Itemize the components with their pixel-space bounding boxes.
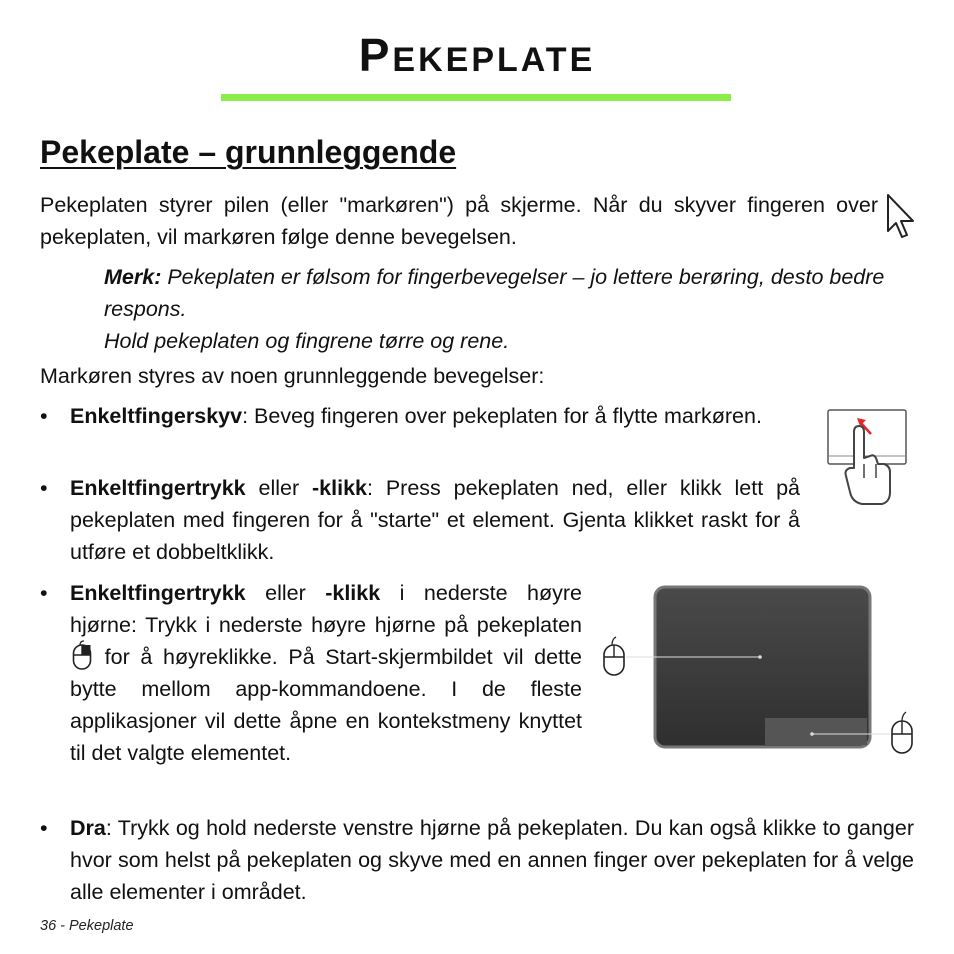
note-label: Merk: [104,265,162,289]
bullet-connector: eller [245,581,326,605]
bullet-term: Dra [70,816,106,840]
chapter-title-rest: EKEPLATE [392,41,596,79]
touchpad-illustration [600,585,920,760]
gestures-intro: Markøren styres av noen grunnleggende bevegelser: [40,364,545,388]
bullet-text-part2: for å høyreklikke. På Start-skjermbildet vil dette bytte mellom app-kommandoene. I de fleste applikasjoner vil dette åpne en kontekstmeny knyttet til det valgte elementet. [70,645,582,765]
bullet-text: : Trykk og hold nederste venstre hjørne på pekeplaten. Du kan også klikke to ganger hvor som helst på pekeplaten og skyve med en annen finger over pekeplaten for å velge alle elementer i området. [70,816,914,904]
note-line1: Pekeplaten er følsom for fingerbevegelser – jo lettere berøring, desto bedre respons. [104,265,885,321]
section-heading: Pekeplate – grunnleggende [40,134,457,170]
bullet-term: Enkeltfingertrykk [70,581,246,605]
chapter-title [0,28,954,82]
bullet-text: : Beveg fingeren over pekeplaten for å flytte markøren. [242,404,762,428]
bullet-text: : Press pekeplaten ned, eller klikk lett på pekeplaten med fingeren for å "starte" et element. Gjenta klikket raskt for å utføre et dobbeltklikk. [70,476,800,564]
mouse-left-button-icon [604,637,624,675]
bullet-term-2: -klikk [312,476,367,500]
mouse-icon [72,641,92,671]
bullet-symbol: • [40,581,48,605]
note-line2: Hold pekeplaten og fingrene tørre og rene. [104,329,510,353]
bullet-connector: eller [245,476,312,500]
bullet-symbol: • [40,816,48,840]
bullet-term: Enkeltfingerskyv [70,404,243,428]
cursor-arrow-icon [886,193,916,243]
page-footer: 36 - Pekeplate [40,918,134,934]
bullet-symbol: • [40,476,48,500]
bullet-term: Enkeltfingertrykk [70,476,246,500]
title-underline-bar [221,94,731,101]
intro-paragraph: Pekeplaten styrer pilen (eller "markøren") på skjerme. Når du skyver fingeren over pekeplaten, vil markøren følge denne bevegelsen. [40,193,878,249]
bullet-term-2: -klikk [325,581,381,605]
finger-swipe-icon [826,408,908,508]
bullet-symbol: • [40,404,48,428]
chapter-title-initial: P [358,29,393,81]
bullet-text-part1: i nederste høyre hjørne: Trykk i nederste høyre hjørne på pekeplaten [70,581,582,637]
note-block [104,261,916,357]
mouse-right-button-icon [892,712,912,753]
